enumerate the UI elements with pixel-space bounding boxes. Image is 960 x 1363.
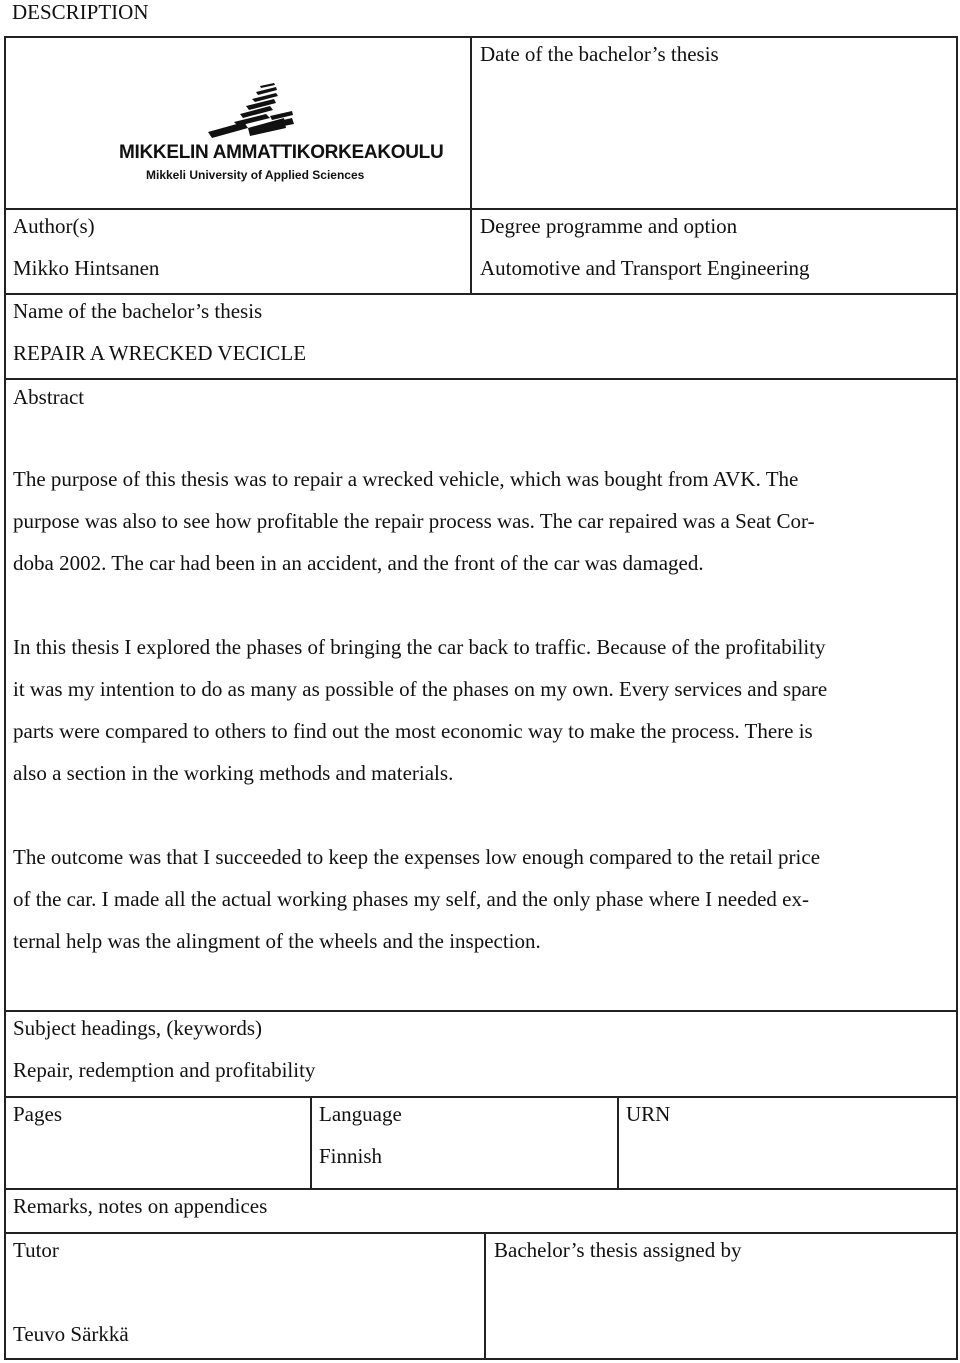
abstract-label: Abstract [13, 385, 85, 409]
author-label: Author(s) [13, 214, 95, 238]
abstract-line: parts were compared to others to find out the most economic way to make the process. There is [13, 719, 813, 743]
thesis-name-value: REPAIR A WRECKED VECICLE [13, 341, 307, 365]
urn-label: URN [626, 1102, 671, 1126]
page-title: DESCRIPTION [12, 0, 149, 24]
tutor-label: Tutor [13, 1238, 59, 1262]
abstract-line: purpose was also to see how profitable the repair process was. The car repaired was a Seat Cor- [13, 509, 815, 533]
language-label: Language [319, 1102, 402, 1126]
abstract-line: it was my intention to do as many as possible of the phases on my own. Every services and spare [13, 677, 828, 701]
language-value: Finnish [319, 1144, 383, 1168]
degree-label: Degree programme and option [480, 214, 738, 238]
assigned-by-label: Bachelor’s thesis assigned by [494, 1238, 742, 1262]
abstract-paragraph-2 [13, 626, 948, 794]
thesis-name-label: Name of the bachelor’s thesis [13, 299, 263, 323]
logo-subtitle: Mikkeli University of Applied Sciences [146, 168, 365, 182]
date-label: Date of the bachelor’s thesis [480, 42, 719, 66]
keywords-value: Repair, redemption and profitability [13, 1058, 316, 1082]
abstract-line: of the car. I made all the actual working phases my self, and the only phase where I needed ex- [13, 887, 809, 911]
author-value: Mikko Hintsanen [13, 256, 160, 280]
abstract-line: The outcome was that I succeeded to keep the expenses low enough compared to the retail price [13, 845, 821, 869]
abstract-line: doba 2002. The car had been in an accident, and the front of the car was damaged. [13, 551, 704, 575]
degree-value: Automotive and Transport Engineering [480, 256, 810, 280]
abstract-line: ternal help was the alingment of the wheels and the inspection. [13, 929, 541, 953]
abstract-line: The purpose of this thesis was to repair a wrecked vehicle, which was bought from AVK. The [13, 467, 799, 491]
book-wings-logo-icon [116, 78, 366, 140]
abstract-line: also a section in the working methods and materials. [13, 761, 454, 785]
tutor-value: Teuvo Särkkä [13, 1322, 129, 1346]
pages-label: Pages [13, 1102, 62, 1126]
abstract-line: In this thesis I explored the phases of bringing the car back to traffic. Because of the profitability [13, 635, 826, 659]
keywords-label: Subject headings, (keywords) [13, 1016, 263, 1040]
remarks-label: Remarks, notes on appendices [13, 1194, 268, 1218]
abstract-paragraph-3 [13, 836, 948, 962]
abstract-paragraph-1 [13, 458, 948, 584]
university-logo [116, 78, 444, 188]
logo-name: MIKKELIN AMMATTIKORKEAKOULU [119, 142, 444, 163]
